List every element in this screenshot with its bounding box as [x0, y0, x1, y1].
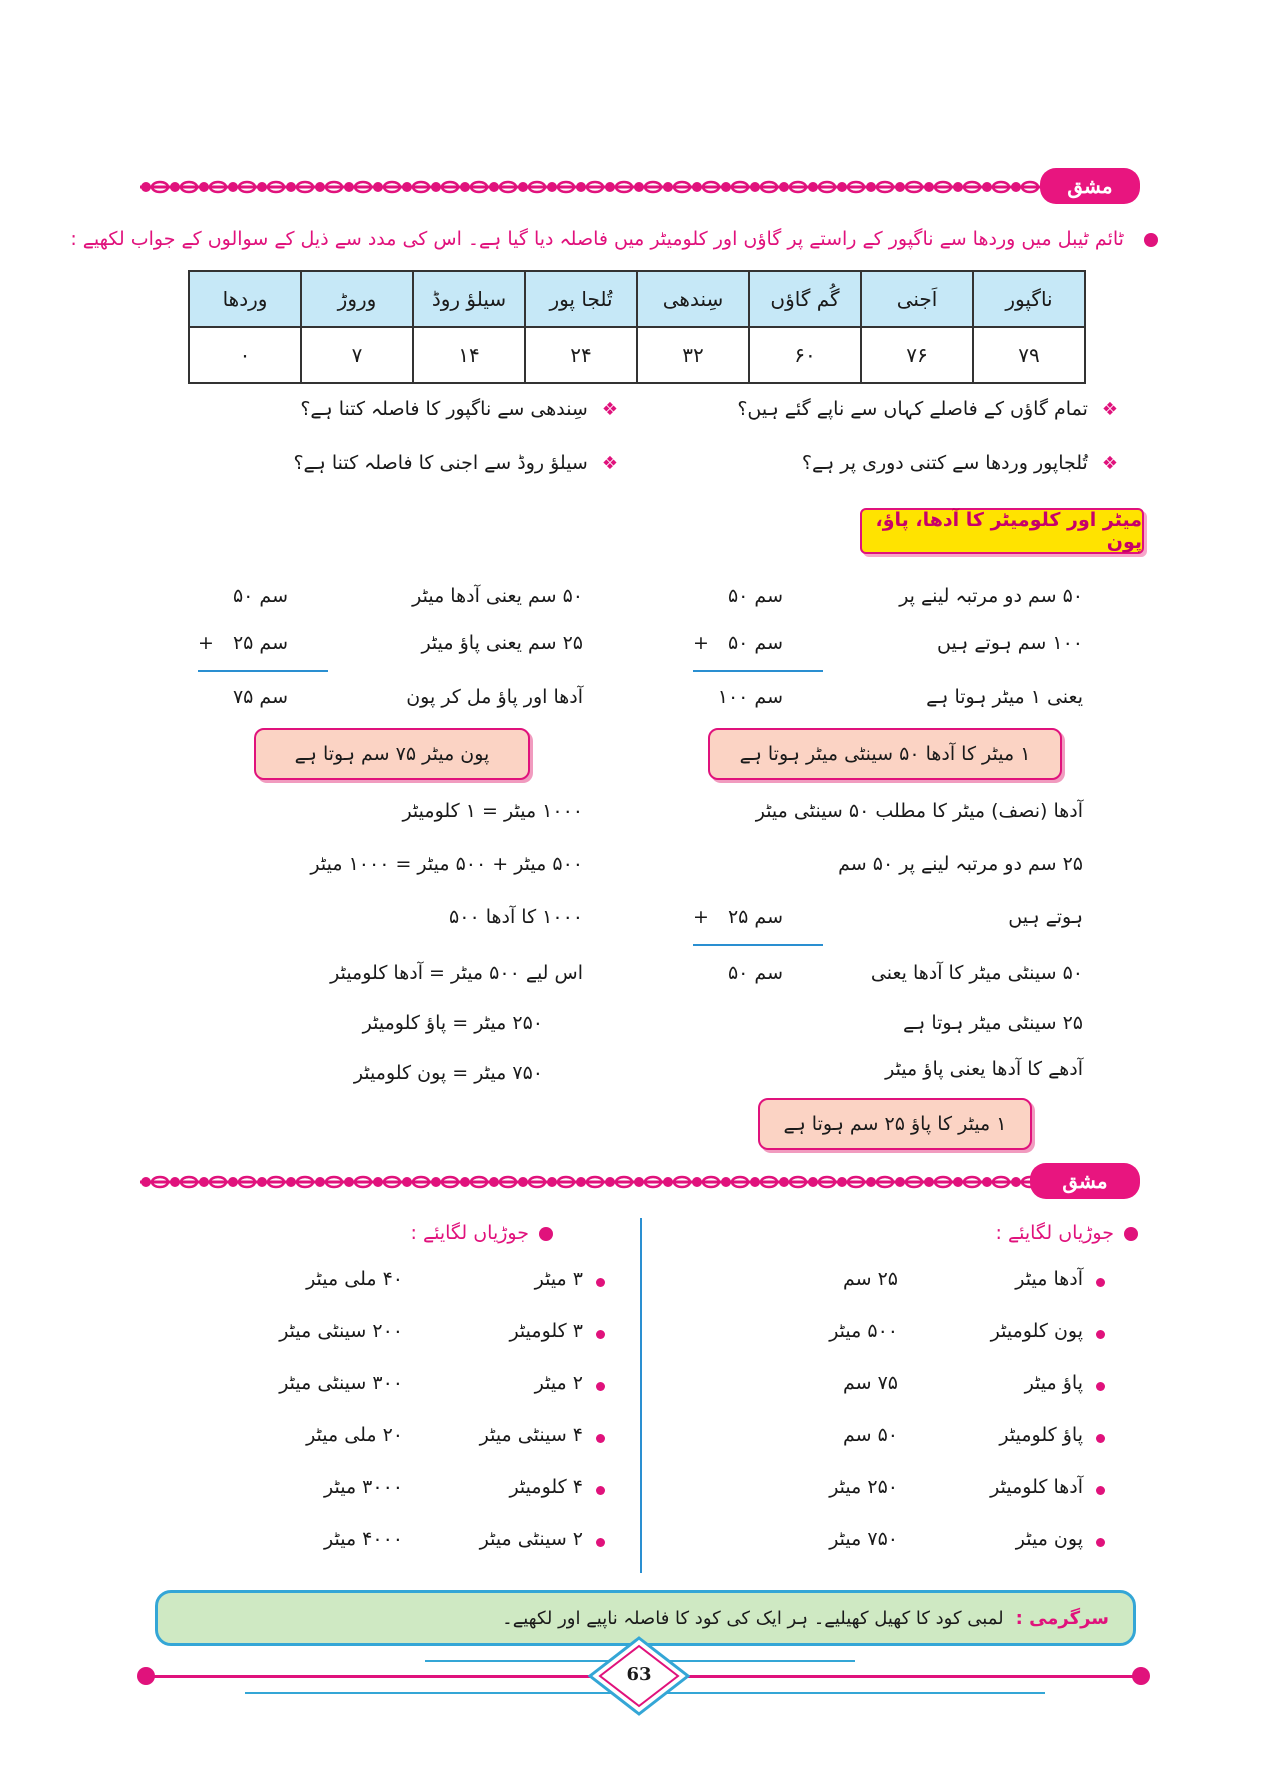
table-header-cell: وروڑ: [301, 271, 413, 327]
chain-bead: [634, 182, 644, 192]
distance-table: [188, 270, 1086, 384]
match-term: ۴ کلومیٹر: [509, 1476, 583, 1498]
chain-bead: [373, 1177, 383, 1187]
chain-bead: [431, 1177, 441, 1187]
match-term: ۲ سینٹی میٹر: [479, 1528, 583, 1550]
exercise-tab: مشق: [1040, 168, 1140, 204]
chain-bead: [692, 1177, 702, 1187]
chain-bead: [634, 1177, 644, 1187]
activity-label: سرگرمی :: [1015, 1607, 1109, 1629]
text-line: یعنی ۱ میٹر ہوتا ہے: [926, 686, 1083, 708]
instruction-text: ٹائم ٹیبل میں وردھا سے ناگپور کے راستے پر گاؤں اور کلومیٹر میں فاصلہ دیا گیا ہے۔ اس کی مدد سے ذیل کے سوالوں کے جواب لکھیے :: [70, 228, 1124, 250]
note-box: ۱ میٹر کا آدھا ۵۰ سینٹی میٹر ہوتا ہے: [708, 728, 1062, 780]
chain-bead: [547, 1177, 557, 1187]
section-heading: میٹر اور کلومیٹر کا آدھا، پاؤ، پون: [860, 508, 1144, 554]
match-value: ۷۵۰ میٹر: [829, 1528, 898, 1550]
chain-bead: [721, 1177, 731, 1187]
match-value: ۲۰ ملی میٹر: [306, 1424, 403, 1446]
diamond-bullet-icon: ❖: [1101, 453, 1118, 474]
chain-bead: [605, 182, 615, 192]
bullet-icon: [539, 1227, 553, 1241]
decorative-chain-middle: [140, 1170, 1060, 1194]
chain-bead: [402, 1177, 412, 1187]
chain-bead: [199, 182, 209, 192]
match-value: ۲۵ سم: [842, 1268, 898, 1290]
text-line: آدھے کا آدھا یعنی پاؤ میٹر: [885, 1058, 1083, 1080]
chain-bead: [228, 1177, 238, 1187]
footer-dot-right: [1132, 1667, 1150, 1685]
page-number: 63: [626, 1664, 652, 1685]
note-box: پون میٹر ۷۵ سم ہوتا ہے: [254, 728, 530, 780]
chain-bead: [402, 182, 412, 192]
match-value: ۵۰ سم: [842, 1424, 898, 1446]
match-value: ۳۰۰۰ میٹر: [324, 1476, 403, 1498]
chain-bead: [518, 1177, 528, 1187]
table-header-cell: تُلجا پور: [525, 271, 637, 327]
match-value: ۳۰۰ سینٹی میٹر: [279, 1372, 403, 1394]
bullet-icon: [1096, 1382, 1105, 1391]
bullet-icon: [1096, 1538, 1105, 1547]
chain-bead: [605, 1177, 615, 1187]
bullet-icon: [1096, 1486, 1105, 1495]
bullet-icon: [596, 1434, 605, 1443]
chain-bead: [750, 1177, 760, 1187]
chain-bead: [460, 1177, 470, 1187]
sum-total: سم ۵۰: [727, 962, 783, 984]
sum-total: سم ۱۰۰: [717, 686, 783, 708]
plus-sign: +: [198, 632, 214, 654]
question-3: ❖تُلجاپور وردھا سے کتنی دوری پر ہے؟: [801, 452, 1118, 474]
bullet-icon: [1144, 233, 1158, 247]
note-box: ۱ میٹر کا پاؤ ۲۵ سم ہوتا ہے: [758, 1098, 1032, 1150]
sum-value: سم ۲۵: [727, 906, 783, 928]
text-line: ۵۰ سینٹی میٹر کا آدھا یعنی: [870, 962, 1083, 984]
table-cell: ۱۴: [413, 327, 525, 383]
chain-bead: [750, 182, 760, 192]
table-cell: ۲۴: [525, 327, 637, 383]
activity-text: لمبی کود کا کھیل کھیلیے۔ ہر ایک کی کود کا فاصلہ ناپیے اور لکھیے۔: [502, 1607, 1004, 1629]
match-term: ۳ کلومیٹر: [509, 1320, 583, 1342]
chain-bead: [141, 1177, 151, 1187]
chain-bead: [315, 1177, 325, 1187]
text-line: آدھا (نصف) میٹر کا مطلب ۵۰ سینٹی میٹر: [755, 800, 1083, 822]
sum-value: سم ۵۰: [727, 632, 783, 654]
chain-bead: [228, 182, 238, 192]
text-line: ہوتے ہیں: [1008, 906, 1083, 928]
chain-bead: [576, 182, 586, 192]
chain-bead: [286, 1177, 296, 1187]
match-term: پاؤ کلومیٹر: [999, 1424, 1083, 1446]
match-value: ۲۰۰ سینٹی میٹر: [279, 1320, 403, 1342]
text-line: ۷۵۰ میٹر = پون کلومیٹر: [353, 1062, 543, 1084]
chain-bead: [257, 1177, 267, 1187]
bullet-icon: [1096, 1330, 1105, 1339]
match-value: ۴۰۰۰ میٹر: [324, 1528, 403, 1550]
match-term: پون کلومیٹر: [990, 1320, 1083, 1342]
match-term: پون میٹر: [1015, 1528, 1083, 1550]
chain-bead: [895, 1177, 905, 1187]
diamond-bullet-icon: ❖: [601, 453, 618, 474]
chain-bead: [953, 1177, 963, 1187]
diamond-bullet-icon: ❖: [1101, 399, 1118, 420]
chain-bead: [460, 182, 470, 192]
text-line: آدھا اور پاؤ مل کر پون: [406, 686, 583, 708]
text-line: ۲۵ سم دو مرتبہ لینے پر ۵۰ سم: [838, 853, 1083, 875]
chain-bead: [170, 1177, 180, 1187]
matching-heading-right: جوڑیاں لگایئے :: [996, 1222, 1138, 1244]
chain-bead: [257, 182, 267, 192]
bullet-icon: [596, 1382, 605, 1391]
sum-value: سم ۵۰: [232, 585, 288, 607]
match-term: ۳ میٹر: [534, 1268, 583, 1290]
table-header-cell: ناگپور: [973, 271, 1085, 327]
text-line: ۵۰۰ میٹر + ۵۰۰ میٹر = ۱۰۰۰ میٹر: [310, 853, 583, 875]
matching-heading-left: جوڑیاں لگایئے :: [411, 1222, 553, 1244]
chain-bead: [982, 182, 992, 192]
exercise-tab: مشق: [1030, 1163, 1140, 1199]
match-value: ۷۵ سم: [842, 1372, 898, 1394]
chain-bead: [866, 182, 876, 192]
chain-bead: [344, 1177, 354, 1187]
match-term: پاؤ میٹر: [1024, 1372, 1083, 1394]
match-term: آدھا کلومیٹر: [990, 1476, 1083, 1498]
chain-bead: [141, 182, 151, 192]
chain-bead: [895, 182, 905, 192]
chain-bead: [982, 1177, 992, 1187]
chain-bead: [1011, 1177, 1021, 1187]
question-1: ❖تمام گاؤں کے فاصلے کہاں سے ناپے گئے ہیں؟: [737, 398, 1118, 420]
chain-bead: [837, 1177, 847, 1187]
table-header-cell: سیلؤ روڈ: [413, 271, 525, 327]
text-line: ۱۰۰ سم ہوتے ہیں: [936, 632, 1083, 654]
sum-line: [693, 944, 823, 946]
table-header-cell: وردھا: [189, 271, 301, 327]
chain-bead: [663, 1177, 673, 1187]
sum-line: [693, 670, 823, 672]
chain-bead: [344, 182, 354, 192]
match-value: ۵۰۰ میٹر: [829, 1320, 898, 1342]
chain-pattern: [140, 1170, 1060, 1194]
text-line: ۲۵ سم یعنی پاؤ میٹر: [421, 632, 583, 654]
bullet-icon: [1124, 1227, 1138, 1241]
match-value: ۴۰ ملی میٹر: [306, 1268, 403, 1290]
table-cell: ۷۶: [861, 327, 973, 383]
table-header-row: [189, 271, 1085, 327]
table-cell: ۷: [301, 327, 413, 383]
sum-value: سم ۲۵: [232, 632, 288, 654]
chain-bead: [808, 182, 818, 192]
chain-bead: [1011, 182, 1021, 192]
chain-bead: [866, 1177, 876, 1187]
chain-bead: [779, 1177, 789, 1187]
chain-pattern: [140, 175, 1060, 199]
match-value: ۲۵۰ میٹر: [829, 1476, 898, 1498]
bullet-icon: [596, 1486, 605, 1495]
chain-bead: [837, 182, 847, 192]
text-line: ۱۰۰۰ کا آدھا ۵۰۰: [449, 906, 583, 928]
chain-bead: [547, 182, 557, 192]
chain-bead: [315, 182, 325, 192]
chain-bead: [518, 182, 528, 192]
table-cell: ۷۹: [973, 327, 1085, 383]
table-row: [189, 327, 1085, 383]
match-term: ۲ میٹر: [534, 1372, 583, 1394]
table-header-cell: اَجنی: [861, 271, 973, 327]
chain-bead: [170, 182, 180, 192]
sum-total: سم ۷۵: [232, 686, 288, 708]
bullet-icon: [596, 1538, 605, 1547]
match-term: ۴ سینٹی میٹر: [479, 1424, 583, 1446]
chain-bead: [431, 182, 441, 192]
diamond-bullet-icon: ❖: [601, 399, 618, 420]
bullet-icon: [1096, 1434, 1105, 1443]
table-header-cell: سِندھی: [637, 271, 749, 327]
footer-dot-left: [137, 1667, 155, 1685]
text-line: ۱۰۰۰ میٹر = ۱ کلومیٹر: [402, 800, 583, 822]
table-cell: ۶۰: [749, 327, 861, 383]
bullet-icon: [596, 1330, 605, 1339]
table-cell: ۳۲: [637, 327, 749, 383]
chain-bead: [924, 1177, 934, 1187]
chain-bead: [808, 1177, 818, 1187]
chain-bead: [286, 182, 296, 192]
instruction-row: [70, 228, 1158, 250]
chain-bead: [576, 1177, 586, 1187]
chain-bead: [721, 182, 731, 192]
chain-bead: [953, 182, 963, 192]
text-line: ۵۰ سم دو مرتبہ لینے پر: [899, 585, 1083, 607]
match-term: آدھا میٹر: [1015, 1268, 1083, 1290]
question-4: ❖سیلؤ روڈ سے اجنی کا فاصلہ کتنا ہے؟: [293, 452, 618, 474]
chain-bead: [199, 1177, 209, 1187]
text-line: ۲۵۰ میٹر = پاؤ کلومیٹر: [362, 1012, 543, 1034]
chain-bead: [373, 182, 383, 192]
chain-bead: [489, 182, 499, 192]
table-header-cell: گُم گاؤں: [749, 271, 861, 327]
chain-bead: [924, 182, 934, 192]
column-divider: [640, 1218, 642, 1573]
plus-sign: +: [693, 632, 709, 654]
sum-value: سم ۵۰: [727, 585, 783, 607]
decorative-chain-top: [140, 175, 1060, 199]
sum-line: [198, 670, 328, 672]
table-cell: ۰: [189, 327, 301, 383]
bullet-icon: [596, 1278, 605, 1287]
question-2: ❖سِندھی سے ناگپور کا فاصلہ کتنا ہے؟: [300, 398, 618, 420]
chain-bead: [489, 1177, 499, 1187]
chain-bead: [663, 182, 673, 192]
text-line: ۵۰ سم یعنی آدھا میٹر: [412, 585, 583, 607]
plus-sign: +: [693, 906, 709, 928]
chain-bead: [779, 182, 789, 192]
text-line: ۲۵ سینٹی میٹر ہوتا ہے: [903, 1012, 1083, 1034]
chain-bead: [692, 182, 702, 192]
text-line: اس لیے ۵۰۰ میٹر = آدھا کلومیٹر: [330, 962, 583, 984]
bullet-icon: [1096, 1278, 1105, 1287]
